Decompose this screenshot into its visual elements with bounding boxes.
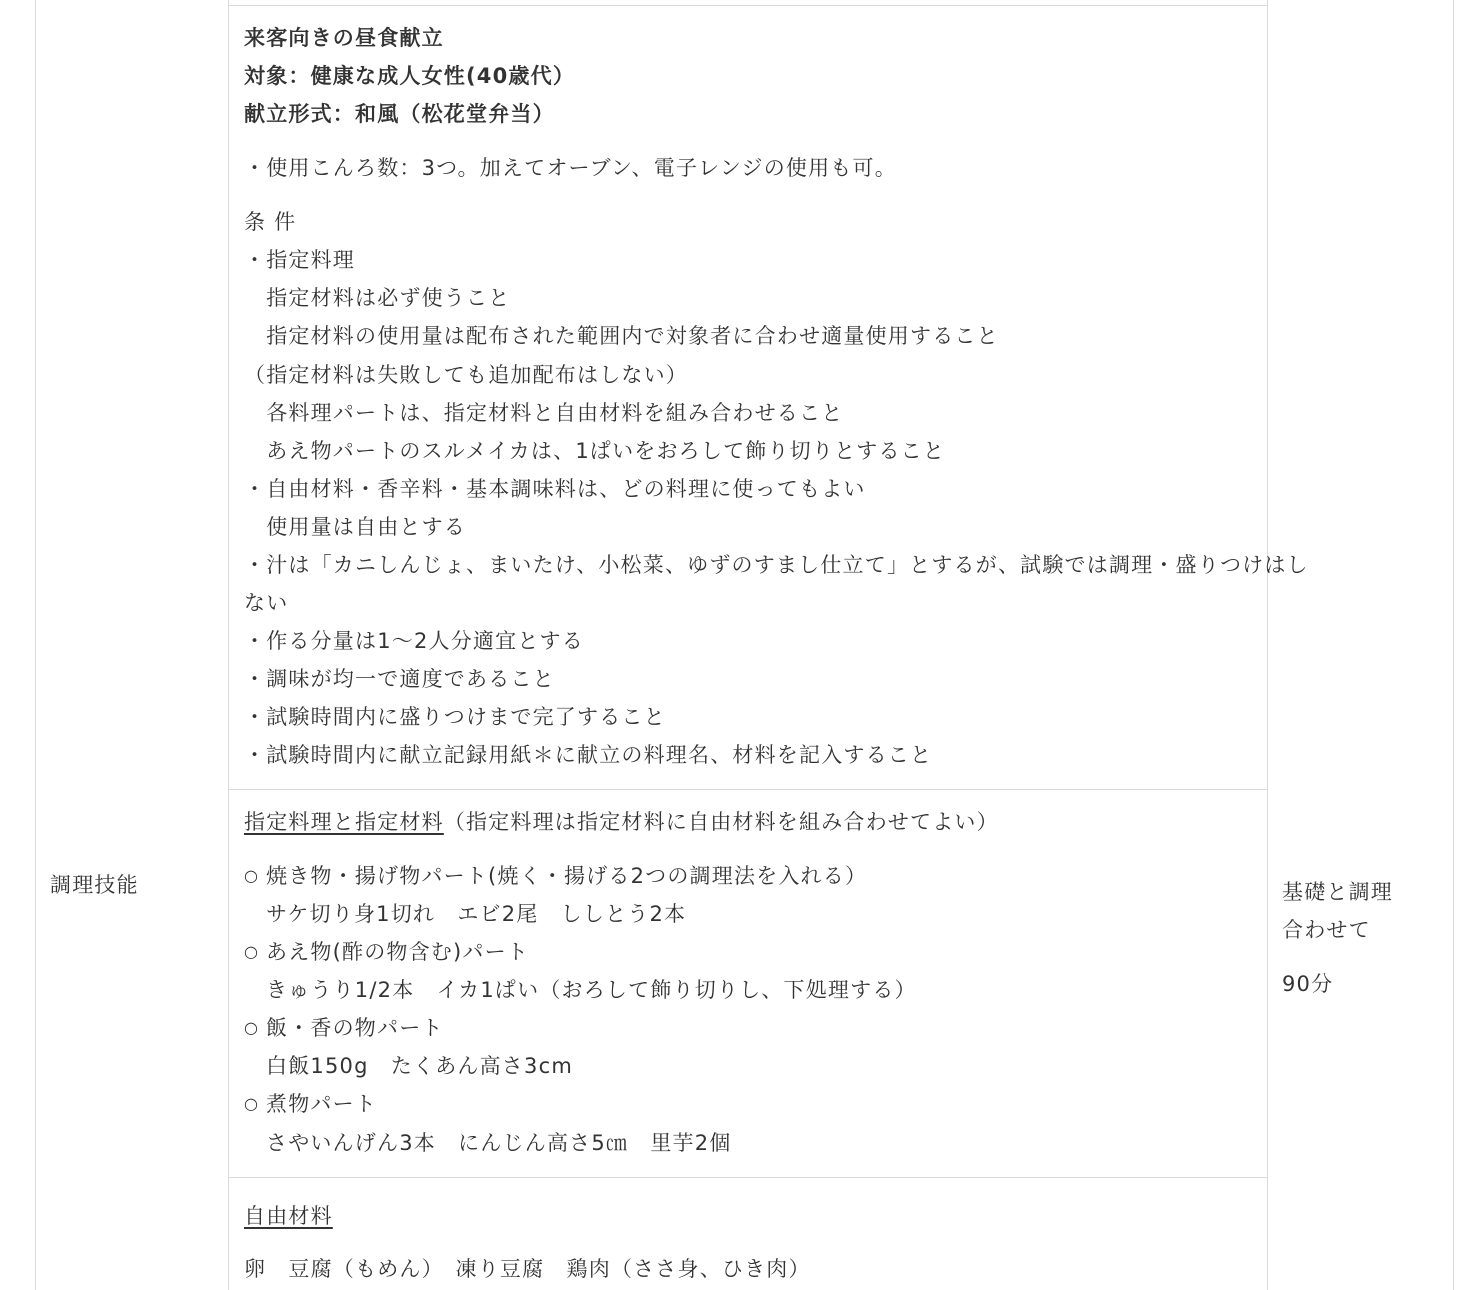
condition-line: ・作る分量は1～2人分適宜とする <box>244 629 584 653</box>
task-heading-menu: 来客向きの昼食献立 <box>244 26 444 50</box>
category-label: 調理技能 <box>50 873 139 897</box>
time-line-1: 基礎と調理 <box>1282 880 1393 904</box>
part-name: 飯・香の物パート <box>266 1016 444 1040</box>
task-heading-target: 対象：健康な成人女性(40歳代） <box>244 64 576 88</box>
part-name: 煮物パート <box>266 1092 377 1116</box>
row-divider-designated <box>228 789 1268 790</box>
row-divider-free <box>228 1177 1268 1178</box>
condition-line: 指定材料の使用量は配布された範囲内で対象者に合わせ適量使用すること <box>244 324 999 348</box>
designated-title-note: （指定料理は指定材料に自由材料を組み合わせてよい） <box>443 810 999 834</box>
part-materials: サケ切り身1切れ エビ2尾 ししとう2本 <box>266 902 687 926</box>
condition-line: 指定材料は必ず使うこと <box>244 286 511 310</box>
condition-line: あえ物パートのスルメイカは、1ぱいをおろして飾り切りとすること <box>244 439 946 463</box>
part-materials: 白飯150g たくあん高さ3cm <box>266 1054 573 1078</box>
part-materials: さやいんげん3本 にんじん高さ5㎝ 里芋2個 <box>266 1131 732 1155</box>
free-materials-items: 卵 豆腐（もめん） 凍り豆腐 鶏肉（ささ身、ひき肉） <box>244 1257 811 1281</box>
condition-line: 使用量は自由とする <box>244 515 466 539</box>
table-border-right <box>1453 0 1454 1290</box>
condition-line: ・試験時間内に献立記録用紙＊に献立の料理名、材料を記入すること <box>244 743 933 767</box>
table-border-col2 <box>1267 0 1268 1290</box>
row-divider-top <box>228 5 1268 6</box>
task-heading-format: 献立形式：和風（松花堂弁当） <box>244 102 555 126</box>
conditions-title: 条 件 <box>244 210 297 234</box>
condition-line: ・汁は「カニしんじょ、まいたけ、小松菜、ゆずのすまし仕立て」とするが、試験では調理・盛りつけはし <box>244 553 1309 577</box>
part-bullet: ○ <box>244 1018 260 1037</box>
part-name: あえ物(酢の物含む)パート <box>266 940 529 964</box>
stove-note: ・使用こんろ数：3つ。加えてオーブン、電子レンジの使用も可。 <box>244 156 897 180</box>
designated-title-row <box>244 807 999 837</box>
free-materials-title: 自由材料 <box>244 1204 333 1228</box>
part-materials: きゅうり1/2本 イカ1ぱい（おろして飾り切りし、下処理する） <box>266 978 917 1002</box>
table-border-col1 <box>228 0 229 1290</box>
time-duration: 90分 <box>1282 972 1334 996</box>
part-bullet: ○ <box>244 1094 260 1113</box>
condition-line: ・調味が均一で適度であること <box>244 667 555 691</box>
condition-line: （指定材料は失敗しても追加配布はしない） <box>244 363 688 387</box>
table-border-left <box>35 0 36 1290</box>
condition-line: ・自由材料・香辛料・基本調味料は、どの料理に使ってもよい <box>244 477 866 501</box>
condition-line: ない <box>244 591 289 615</box>
part-bullet: ○ <box>244 866 260 885</box>
part-bullet: ○ <box>244 942 260 961</box>
designated-title: 指定料理と指定材料 <box>244 810 444 834</box>
condition-line: ・指定料理 <box>244 248 355 272</box>
time-line-2: 合わせて <box>1282 918 1371 942</box>
condition-line: ・試験時間内に盛りつけまで完了すること <box>244 705 666 729</box>
condition-line: 各料理パートは、指定材料と自由材料を組み合わせること <box>244 401 844 425</box>
part-name: 焼き物・揚げ物パート(焼く・揚げる2つの調理法を入れる） <box>266 864 868 888</box>
